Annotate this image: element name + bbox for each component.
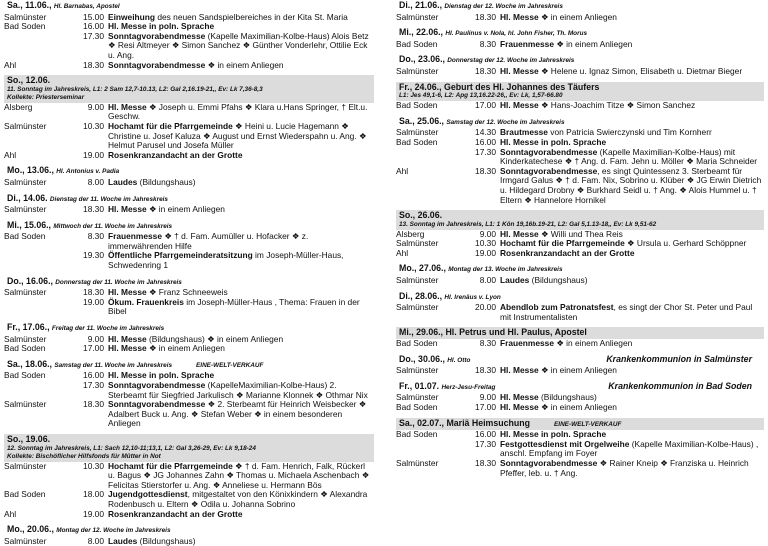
day-entry	[4, 0, 374, 70]
service-place: Bad Soden	[4, 21, 46, 32]
service-place: Salmünster	[396, 457, 439, 468]
service-row	[396, 167, 764, 205]
service-row	[4, 510, 374, 520]
service-time: 10.30	[83, 120, 104, 131]
service-title: Frauenmesse	[500, 38, 554, 49]
service-place: Salmünster	[396, 11, 439, 22]
service-title: Hl. Messe	[500, 228, 539, 239]
day-entry	[396, 418, 764, 479]
service-details: ❖ in einem Anliegen	[146, 204, 225, 215]
service-details: ❖ in einem Anliegen	[538, 365, 617, 376]
reading-note: Kollekte: Bischöflicher Hilfsfonds für Mütter in Not	[7, 452, 161, 460]
service-place	[4, 381, 74, 400]
service-text	[500, 303, 764, 322]
service-place: Bad Soden	[4, 489, 46, 500]
service-details: , es singt Quintessenz 3. Sterbeamt für Irmgard Galus ❖ † d. Fam. Nix, Sobrino u. Klüber ❖ JG Erwin Dietrich u. Hildegard Drobny ❖ Burkhard Seidl u. † Ang. ❖ Alois Hummel u. † Eltern ❖ Hannelore Hornikel	[500, 165, 762, 205]
service-title: Sonntagvorabendmesse	[500, 457, 598, 468]
service-title: Sonntagvorabendmesse	[108, 30, 206, 41]
service-details: ❖ in einem Anliegen	[146, 343, 225, 354]
day-entry	[4, 165, 374, 187]
service-text	[108, 510, 374, 520]
service-title: Hl. Messe	[500, 65, 539, 76]
day-liturgy: Donnerstag der 11. Woche im Jahreskreis	[55, 278, 182, 286]
service-details: des neuen Sandspielbereiches in der Kita St. Maria	[155, 11, 348, 22]
service-place: Salmünster	[4, 287, 47, 298]
service-title: Jugendgottesdienst	[108, 489, 188, 500]
service-details: (Kapelle Maximilian-Kolbe-Haus) mit Kinderkatechese ❖ † Ang. d. Fam. Jehn u. Möller ❖ Maria Schneider	[500, 146, 758, 167]
service-text	[500, 101, 764, 111]
service-place: Bad Soden	[4, 343, 46, 354]
service-place: Salmünster	[4, 460, 47, 471]
service-row	[4, 490, 374, 509]
service-title: Rosenkranzandacht an der Grotte	[500, 247, 635, 258]
service-time: 17.30	[475, 438, 496, 449]
service-place: Salmünster	[396, 365, 439, 376]
service-title: Sonntagvorabendmesse	[108, 399, 206, 410]
service-row	[4, 61, 374, 71]
service-time: 18.30	[475, 165, 496, 176]
service-place: Salmünster	[396, 302, 439, 313]
service-time: 10.30	[83, 460, 104, 471]
service-text	[108, 462, 374, 491]
service-details: (Bildungshaus)	[137, 535, 196, 546]
service-time: 18.30	[475, 457, 496, 468]
service-time: 8.30	[479, 338, 496, 349]
service-time: 17.00	[475, 100, 496, 111]
service-details: ❖ Hans-Joachim Titze ❖ Simon Sanchez	[538, 100, 696, 111]
day-entry	[396, 381, 764, 413]
service-title: Einweihung	[108, 11, 155, 22]
service-place: Salmünster	[4, 333, 47, 344]
day-date: Di., 28.06.,	[399, 290, 443, 301]
service-place: Alsberg	[4, 101, 33, 112]
service-text	[500, 403, 764, 413]
day-header	[4, 75, 374, 103]
service-time: 16.00	[83, 370, 104, 381]
day-entry	[4, 322, 374, 354]
service-details: , mitgestaltet von den Könixkindern ❖ Alexandra Rodenbusch u. Eltern ❖ Odila u. Johanna Sobrino	[108, 489, 368, 509]
service-title: Abendlob zum Patronatsfest	[500, 302, 614, 313]
service-place	[4, 32, 74, 61]
service-details: ❖ Ursula u. Gerhard Schöppner	[624, 238, 747, 249]
service-time: 19.00	[83, 508, 104, 519]
service-time: 8.30	[479, 38, 496, 49]
service-time: 15.00	[83, 11, 104, 22]
service-place	[4, 298, 74, 317]
sale-notice: EINE-WELT-VERKAUF	[196, 361, 264, 369]
day-date: Sa., 02.07., Mariä Heimsuchung	[399, 417, 531, 428]
service-place: Salmünster	[4, 399, 47, 410]
service-title: Hochamt für die Pfarrgemeinde	[108, 120, 233, 131]
service-place	[4, 251, 74, 270]
reading-note: 12. Sonntag im Jahreskreis, L1: Sach 12,10-11;13,1, L2: Gal 3,26-29, Ev: Lk 9,18-24	[7, 444, 256, 452]
service-row	[396, 459, 764, 478]
day-liturgy: Hl. Antonius v. Padia	[56, 168, 120, 176]
service-title: Hl. Messe	[108, 287, 147, 298]
service-details: von Patricia Swierczynski und Tim Kornherr	[547, 127, 712, 138]
service-time: 8.30	[87, 231, 104, 242]
service-time: 19.30	[83, 250, 104, 261]
service-time: 18.30	[83, 204, 104, 215]
day-date: Di., 21.06.,	[399, 0, 443, 10]
day-entry	[4, 359, 374, 429]
service-row	[396, 101, 764, 111]
service-row	[4, 344, 374, 354]
service-row	[4, 537, 374, 546]
service-title: Laudes	[108, 176, 138, 187]
service-title: Rosenkranzandacht an der Grotte	[108, 149, 243, 160]
service-text	[108, 232, 374, 251]
day-date: Do., 30.06.,	[399, 353, 445, 364]
day-liturgy: Hl. Otto	[447, 356, 471, 364]
day-entry	[396, 327, 764, 348]
service-place: Salmünster	[4, 535, 47, 546]
service-time: 17.00	[475, 402, 496, 412]
service-time: 19.00	[475, 247, 496, 258]
service-title: Hl. Messe in poln. Sprache	[500, 136, 607, 147]
service-time: 19.00	[83, 149, 104, 160]
service-details: ❖ Heini u. Lucie Hagemann ❖ Christine u. Josef Kaluza ❖ August und Ernst Wiederspahn u. Ang. ❖ Helmut Parusel und Josefa Müller	[108, 120, 367, 151]
service-details: im Joseph-Müller-Haus, Schwedenring 1	[108, 250, 344, 271]
service-place: Salmünster	[396, 275, 439, 286]
day-date: Sa., 18.06.,	[7, 358, 52, 369]
service-row	[4, 205, 374, 215]
day-liturgy: Mittwoch der 11. Woche im Jahreskreis	[53, 222, 173, 230]
service-row	[396, 40, 764, 50]
day-date: So., 12.06.	[7, 75, 51, 86]
service-row	[4, 122, 374, 151]
day-date: Mo., 27.06.,	[399, 263, 446, 274]
service-place: Bad Soden	[396, 338, 438, 349]
service-place: Ahl	[4, 59, 17, 70]
service-text	[500, 440, 764, 459]
day-date: Sa., 25.06.,	[399, 115, 444, 126]
service-row	[396, 249, 764, 259]
service-place: Salmünster	[4, 120, 47, 131]
service-row	[4, 251, 374, 270]
service-text	[108, 251, 374, 270]
service-time: 18.30	[83, 399, 104, 410]
day-entry	[396, 210, 764, 258]
service-title: Hl. Messe in poln. Sprache	[108, 370, 215, 381]
service-title: Sonntagvorabendmesse	[108, 59, 206, 70]
day-date: Mi., 15.06.,	[7, 219, 52, 230]
service-title: Sonntagvorabendmesse	[108, 380, 206, 390]
day-date: Fr., 01.07.	[399, 380, 440, 391]
day-liturgy: Donnerstag der 12. Woche im Jahreskreis	[447, 57, 575, 65]
service-row	[4, 298, 374, 317]
service-time: 16.00	[475, 136, 496, 147]
service-title: Rosenkranzandacht an der Grotte	[108, 508, 243, 519]
service-title: Hl. Messe	[108, 101, 147, 112]
service-text	[108, 344, 374, 354]
service-text	[500, 67, 764, 77]
service-title: Öffentliche Pfarrgemeinderatsitzung	[108, 250, 253, 261]
service-time: 20.00	[475, 302, 496, 313]
service-details: (Bildungshaus) ❖ in einem Anliegen	[146, 333, 284, 344]
day-date: Do., 16.06.,	[7, 275, 53, 286]
service-time: 9.00	[87, 333, 104, 344]
service-place: Bad Soden	[396, 402, 438, 412]
service-text	[108, 490, 374, 509]
service-title: Ökum. Frauenkreis	[108, 296, 184, 307]
service-time: 17.30	[83, 380, 104, 390]
day-date: Sa., 11.06.,	[7, 0, 52, 10]
day-liturgy: Dienstag der 12. Woche im Jahreskreis	[444, 3, 563, 10]
service-row	[396, 276, 764, 286]
service-time: 18.30	[475, 65, 496, 76]
service-title: Laudes	[108, 535, 138, 546]
service-row	[4, 381, 374, 400]
day-date: Di., 14.06.	[7, 192, 48, 203]
day-date: So., 26.06.	[399, 210, 443, 221]
service-title: Hl. Messe in poln. Sprache	[500, 429, 607, 440]
service-title: Laudes	[500, 275, 530, 286]
service-row	[396, 403, 764, 413]
service-text	[500, 148, 764, 167]
service-title: Hl. Messe	[500, 402, 539, 412]
service-text	[108, 400, 374, 429]
service-time: 8.00	[479, 275, 496, 286]
service-title: Sonntagvorabendmesse	[500, 165, 598, 176]
service-row	[396, 339, 764, 349]
service-time: 18.30	[83, 287, 104, 298]
service-place	[396, 440, 466, 459]
day-announcement: Krankenkommunion in Bad Soden	[608, 380, 752, 391]
service-title: Hl. Messe	[500, 365, 539, 376]
service-place: Salmünster	[396, 238, 439, 249]
service-details: (Bildungshaus)	[137, 176, 196, 187]
service-row	[396, 13, 764, 23]
service-time: 16.00	[475, 429, 496, 440]
service-text	[108, 151, 374, 161]
service-details: ❖ 2. Sterbeamt für Heinrich Weisbecker ❖ Adalbert Buck u. Ang. ❖ Stefan Weber ❖ in einem besonderen Anliegen	[108, 399, 367, 429]
service-details: ❖ † d. Fam. Henrich, Falk, Rückerl u. Bagus ❖ JG Johannes Zahn ❖ Thomas u. Michaela Aschenbach ❖ Felicitas Stierstorfer u. Ang. ❖ Anneliese u. Hermann Bös	[108, 460, 370, 490]
service-place: Bad Soden	[396, 429, 438, 440]
service-details: ❖ in einem Anliegen	[538, 11, 617, 22]
service-text	[108, 205, 374, 215]
service-title: Festgottesdienst mit Orgelweihe	[500, 438, 630, 449]
sale-notice: EINE-WELT-VERKAUF	[554, 420, 622, 428]
day-entry	[396, 27, 764, 49]
service-title: Hochamt für die Pfarrgemeinde	[500, 238, 625, 249]
service-text	[500, 13, 764, 23]
service-row	[4, 151, 374, 161]
service-place: Salmünster	[4, 176, 47, 187]
service-time: 9.00	[87, 101, 104, 112]
service-details: ❖ Joseph u. Emmi Pfahs ❖ Klara u.Hans Springer, † Elt.u. Geschw.	[108, 101, 368, 122]
service-details: ❖ † d. Fam. Aumüller u. Hofacker ❖ z. immerwährenden Hilfe	[108, 231, 309, 251]
day-entry	[396, 0, 764, 22]
service-text	[108, 178, 374, 188]
service-title: Hl. Messe	[500, 100, 539, 111]
day-entry	[4, 193, 374, 215]
service-title: Hl. Messe	[108, 204, 147, 215]
service-time: 18.30	[83, 59, 104, 70]
service-place: Bad Soden	[396, 38, 438, 49]
day-date: Mo., 13.06.,	[7, 165, 54, 176]
service-text	[108, 61, 374, 71]
service-text	[108, 298, 374, 317]
service-row	[396, 67, 764, 77]
service-details: (KapelleMaximilian-Kolbe-Haus) 2. Sterbeamt für Siegfried Jarkulisch ❖ Marianne Klonnek ❖ Othmar Nix	[108, 380, 368, 400]
service-details: ❖ Helene u. Ignaz Simon, Elisabeth u. Dietmar Bieger	[538, 65, 743, 76]
service-title: Hl. Messe	[108, 343, 147, 354]
service-details: ❖ Rainer Kneip ❖ Franziska u. Heinrich Pfeffer, leb. u. † Ang.	[500, 457, 749, 478]
service-details: ❖ Franz Schneeweis	[146, 287, 228, 298]
service-place: Ahl	[396, 165, 409, 176]
service-details: im Joseph-Müller-Haus , Thema: Frauen in der Bibel	[108, 296, 360, 317]
service-details: (Bildungshaus)	[529, 275, 588, 286]
service-time: 19.00	[83, 296, 104, 307]
service-place: Salmünster	[396, 392, 439, 403]
service-row	[4, 32, 374, 61]
service-place	[396, 148, 466, 167]
reading-note: 13. Sonntag im Jahreskreis, L1: 1 Kön 19,16b.19-21, L2: Gal 5,1.13-18,, Ev: Lk 9,51-62	[399, 220, 657, 228]
day-header	[4, 434, 374, 462]
service-place: Salmünster	[396, 65, 439, 76]
reading-note: L1: Jes 49,1-6, L2: Apg 13,16.22-26,, Ev: Lk, 1,57-66.80	[399, 92, 563, 100]
service-details: ❖ in einem Anliegen	[554, 338, 633, 349]
service-place: Bad Soden	[396, 100, 438, 111]
service-place: Bad Soden	[396, 136, 438, 147]
service-details: (Bildungshaus)	[538, 392, 597, 403]
service-place: Bad Soden	[4, 370, 46, 381]
service-time: 8.00	[87, 176, 104, 187]
day-announcement: Krankenkommunion in Salmünster	[606, 353, 752, 364]
service-text	[108, 122, 374, 151]
service-time: 18.30	[475, 365, 496, 376]
service-row	[396, 440, 764, 459]
day-header	[396, 210, 764, 230]
day-entry	[396, 82, 764, 111]
service-title: Hochamt für die Pfarrgemeinde	[108, 460, 233, 471]
service-time: 9.00	[479, 392, 496, 403]
day-entry	[4, 276, 374, 317]
day-entry	[396, 116, 764, 205]
day-date: Do., 23.06.,	[399, 54, 445, 65]
service-time: 17.00	[83, 343, 104, 354]
service-title: Brautmesse	[500, 127, 548, 138]
service-place: Ahl	[4, 149, 17, 160]
service-place: Ahl	[396, 247, 409, 258]
service-details: ❖ in einem Anliegen	[205, 59, 284, 70]
day-liturgy: Samstag der 12. Woche im Jahreskreis	[446, 118, 565, 126]
left-column	[4, 0, 374, 546]
service-row	[4, 400, 374, 429]
service-place: Alsberg	[396, 228, 425, 239]
service-title: Frauenmesse	[108, 231, 162, 242]
service-text	[500, 339, 764, 349]
service-place: Salmünster	[396, 127, 439, 138]
service-text	[500, 40, 764, 50]
service-time: 16.00	[83, 21, 104, 32]
service-row	[4, 103, 374, 122]
service-title: Sonntagvorabendmesse	[500, 146, 598, 157]
day-liturgy: Hl. Paulinus v. Nola, hl. John Fisher, Th. Morus	[445, 30, 588, 38]
service-text	[500, 167, 764, 205]
day-date: Fr., 17.06.,	[7, 322, 50, 333]
reading-note: Kollekte: Priesterseminar	[7, 93, 85, 101]
service-text	[108, 537, 374, 546]
day-date: Mi., 29.06., Hl. Petrus und Hl. Paulus, Apostel	[399, 327, 587, 338]
service-text	[500, 276, 764, 286]
day-entry	[396, 354, 764, 376]
service-text	[108, 32, 374, 61]
day-entry	[4, 220, 374, 271]
day-liturgy: Dienstag der 11. Woche im Jahreskreis	[49, 195, 168, 203]
service-title: Hl. Messe	[500, 11, 539, 22]
service-details: ❖ Willi und Thea Reis	[538, 228, 623, 239]
service-time: 18.30	[475, 11, 496, 22]
service-details: (Kapelle Maximilian-Kolbe-Haus) Alois Betz ❖ Resi Altmeyer ❖ Simon Sanchez ❖ Günther Vonderlehr, Ottilie Eck u. Ang.	[108, 30, 369, 60]
service-text	[500, 366, 764, 376]
day-entry	[4, 75, 374, 160]
service-row	[396, 303, 764, 322]
service-time: 14.30	[475, 127, 496, 138]
service-title: Hl. Messe	[500, 392, 539, 403]
day-liturgy: Freitag der 11. Woche im Jahreskreis	[51, 325, 165, 333]
service-time: 17.30	[475, 146, 496, 157]
day-liturgy: Samstag der 11. Woche im Jahreskreis	[54, 361, 173, 369]
day-date: Fr., 24.06., Geburt des Hl. Johannes des Täufers	[399, 81, 600, 92]
service-time: 17.30	[83, 30, 104, 41]
service-row	[4, 232, 374, 251]
service-title: Hl. Messe in poln. Sprache	[108, 21, 215, 32]
service-title: Frauenmesse	[500, 338, 554, 349]
reading-note: 11. Sonntag im Jahreskreis, L1: 2 Sam 12,7-10.13, L2: Gal 2,16.19-21,, Ev: Lk 7,36-8,3	[7, 85, 263, 93]
day-liturgy: Hl. Irenäus v. Lyon	[444, 293, 501, 301]
service-row	[396, 366, 764, 376]
service-place: Bad Soden	[4, 231, 46, 242]
day-liturgy: Herz-Jesu-Freitag	[441, 383, 496, 391]
service-row	[4, 178, 374, 188]
service-place: Salmünster	[4, 204, 47, 215]
service-text	[108, 381, 374, 400]
day-date: Mo., 20.06.,	[7, 524, 54, 535]
day-date: Mi., 22.06.,	[399, 27, 444, 38]
day-liturgy: Montag der 13. Woche im Jahreskreis	[448, 266, 563, 274]
right-column	[396, 0, 764, 478]
service-details: (Kapelle Maximilian-Kolbe-Haus) , anschl. Empfang im Foyer	[500, 438, 759, 459]
service-details: ❖ in einem Anliegen	[554, 38, 633, 49]
service-title: Hl. Messe	[108, 333, 147, 344]
day-entry	[396, 291, 764, 323]
service-place: Salmünster	[4, 11, 47, 22]
day-entry	[396, 54, 764, 76]
service-time: 8.00	[87, 535, 104, 546]
service-time: 18.00	[83, 489, 104, 500]
day-liturgy: Montag der 12. Woche im Jahreskreis	[56, 527, 171, 535]
service-place: Ahl	[4, 508, 17, 519]
service-row	[396, 148, 764, 167]
day-liturgy: Hl. Barnabas, Apostel	[53, 3, 120, 10]
service-text	[500, 459, 764, 478]
day-entry	[396, 263, 764, 285]
service-time: 9.00	[479, 228, 496, 239]
day-header	[396, 82, 764, 102]
service-row	[4, 462, 374, 491]
day-date: So., 19.06.	[7, 433, 51, 444]
day-entry	[4, 434, 374, 519]
service-text	[108, 103, 374, 122]
service-details: , es singt der Chor St. Peter und Paul mit Instrumentalisten	[500, 302, 753, 322]
service-details: ❖ in einem Anliegen	[538, 402, 617, 412]
service-text	[500, 249, 764, 259]
service-time: 10.30	[475, 238, 496, 249]
